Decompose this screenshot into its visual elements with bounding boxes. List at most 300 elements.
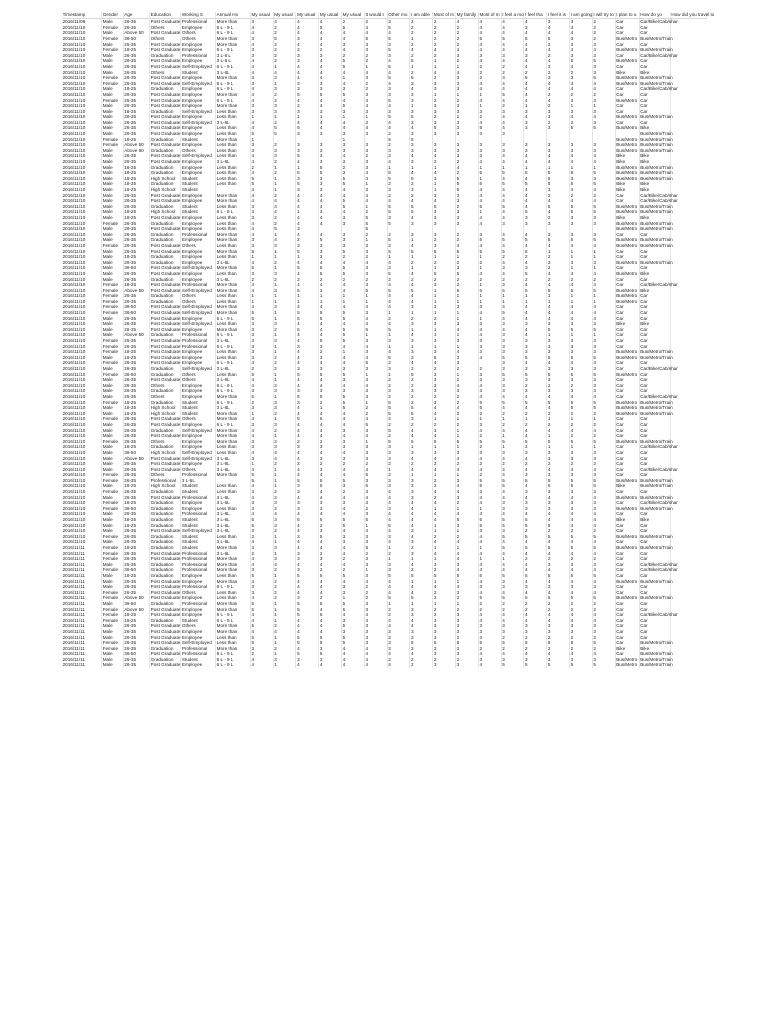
table-cell[interactable]: Female <box>102 81 124 87</box>
table-cell[interactable]: 1 <box>273 232 296 238</box>
table-cell[interactable]: 26-35 <box>123 198 149 204</box>
table-cell[interactable]: 5 <box>296 478 319 484</box>
table-cell[interactable]: Employee <box>181 327 216 333</box>
table-cell[interactable]: 3 <box>570 321 593 327</box>
table-cell[interactable]: 5 <box>250 181 273 187</box>
table-cell[interactable]: 4 <box>342 153 365 159</box>
table-cell[interactable]: 1 <box>250 461 273 467</box>
table-cell[interactable]: 5 <box>364 36 387 42</box>
table-cell[interactable]: Male <box>102 148 124 154</box>
table-cell[interactable]: 4 <box>296 198 319 204</box>
table-cell[interactable]: 2 <box>501 276 524 282</box>
table-cell[interactable]: 3 <box>364 366 387 372</box>
table-cell[interactable]: 3 <box>501 282 524 288</box>
table-cell[interactable]: 2016/11/10 <box>62 332 102 338</box>
table-cell[interactable]: 3 <box>456 120 479 126</box>
table-cell[interactable]: 3 <box>250 36 273 42</box>
table-cell[interactable]: Male <box>102 657 124 663</box>
table-cell[interactable]: Employee <box>181 315 216 321</box>
table-cell[interactable]: 5 <box>524 595 547 601</box>
table-cell[interactable]: 1 <box>501 293 524 299</box>
table-cell[interactable]: 5 <box>387 204 410 210</box>
table-cell[interactable]: Employee <box>181 360 216 366</box>
table-cell[interactable]: 18-25 <box>123 254 149 260</box>
table-cell[interactable]: 2 <box>592 411 615 417</box>
table-cell[interactable]: 1 <box>273 618 296 624</box>
table-cell[interactable]: 5 <box>319 634 342 640</box>
table-cell[interactable]: More than <box>216 327 251 333</box>
table-cell[interactable]: 3 <box>592 349 615 355</box>
table-cell[interactable]: Car <box>615 489 639 495</box>
table-cell[interactable]: Bus/Metro <box>616 147 638 153</box>
table-cell[interactable]: 2 <box>524 69 547 75</box>
table-cell[interactable]: Graduation <box>150 444 181 450</box>
table-cell[interactable]: 4 <box>250 86 273 92</box>
table-cell[interactable]: Bike <box>639 517 670 523</box>
table-cell[interactable]: Car/Bike/Cab/shar <box>640 198 678 204</box>
table-cell[interactable]: Car <box>639 25 670 31</box>
table-cell[interactable]: Graduation <box>150 562 181 568</box>
table-cell[interactable]: 5 <box>250 310 273 316</box>
table-cell[interactable]: 1 <box>570 332 593 338</box>
table-cell[interactable]: 3 <box>547 349 570 355</box>
table-cell[interactable]: 4 <box>592 282 615 288</box>
table-cell[interactable]: 2016/11/10 <box>62 500 102 506</box>
table-cell[interactable]: 2016/11/10 <box>62 455 102 461</box>
column-header[interactable]: Most of m <box>479 12 500 18</box>
table-cell[interactable]: Bus/Metro/Train <box>640 477 673 483</box>
table-cell[interactable]: 2 <box>364 405 387 411</box>
table-cell[interactable]: 2 <box>387 472 410 478</box>
table-cell[interactable]: 5 <box>410 411 433 417</box>
table-cell[interactable]: 3 <box>364 248 387 254</box>
table-cell[interactable]: Others <box>181 293 216 299</box>
table-cell[interactable]: Employee <box>181 215 216 221</box>
table-cell[interactable]: 3 <box>387 338 410 344</box>
table-cell[interactable]: 1 <box>364 399 387 405</box>
table-cell[interactable]: 1 <box>433 288 456 294</box>
table-cell[interactable]: 2 <box>547 69 570 75</box>
table-cell[interactable]: 3 <box>342 148 365 154</box>
table-cell[interactable]: 4 <box>524 159 547 165</box>
table-cell[interactable]: 4 <box>478 159 501 165</box>
table-cell[interactable]: 4 <box>250 30 273 36</box>
table-cell[interactable]: High School <box>150 187 181 193</box>
table-cell[interactable]: 3 <box>592 69 615 75</box>
table-cell[interactable]: 3 <box>501 332 524 338</box>
table-cell[interactable]: 4 <box>319 383 342 389</box>
table-cell[interactable]: 3 <box>387 567 410 573</box>
table-cell[interactable]: 4 <box>592 511 615 517</box>
table-cell[interactable]: Employee <box>181 276 216 282</box>
table-cell[interactable]: 3 <box>456 355 479 361</box>
table-cell[interactable]: 2 <box>410 25 433 31</box>
table-cell[interactable]: 3 <box>273 243 296 249</box>
table-cell[interactable]: 2016/11/10 <box>62 467 102 473</box>
table-cell[interactable]: 5 <box>547 595 570 601</box>
table-cell[interactable]: 1 <box>342 299 365 305</box>
table-cell[interactable]: 4 <box>592 517 615 523</box>
table-cell[interactable]: 3 <box>319 388 342 394</box>
table-cell[interactable]: 4 <box>296 578 319 584</box>
table-cell[interactable]: 3 <box>364 338 387 344</box>
table-cell[interactable]: Male <box>102 634 124 640</box>
table-cell[interactable]: 3 <box>547 472 570 478</box>
table-cell[interactable]: Female <box>102 399 124 405</box>
table-cell[interactable]: More than <box>216 237 251 243</box>
table-cell[interactable]: 4 <box>524 405 547 411</box>
table-cell[interactable]: 26-35 <box>123 327 149 333</box>
table-cell[interactable]: 4 <box>387 618 410 624</box>
table-cell[interactable]: 4 <box>547 578 570 584</box>
table-cell[interactable]: 2016/11/10 <box>62 153 102 159</box>
table-cell[interactable]: 5 <box>296 573 319 579</box>
table-cell[interactable]: 2 <box>387 377 410 383</box>
table-cell[interactable]: 1 <box>547 444 570 450</box>
table-cell[interactable]: 4 <box>547 198 570 204</box>
table-cell[interactable]: Post Graduate <box>150 315 181 321</box>
table-cell[interactable]: 3 <box>547 338 570 344</box>
table-cell[interactable]: 5 <box>296 248 319 254</box>
table-cell[interactable]: 1 <box>410 265 433 271</box>
table-cell[interactable]: 3 <box>501 360 524 366</box>
table-cell[interactable]: 3 <box>478 148 501 154</box>
table-cell[interactable]: Graduation <box>150 170 181 176</box>
table-cell[interactable]: 3 <box>296 176 319 182</box>
table-cell[interactable]: 4 <box>592 114 615 120</box>
table-cell[interactable]: 3 <box>592 64 615 70</box>
table-cell[interactable]: 4 <box>296 332 319 338</box>
table-cell[interactable]: 3 <box>524 220 547 226</box>
table-cell[interactable]: 1 <box>410 601 433 607</box>
table-cell[interactable]: 3 <box>273 86 296 92</box>
table-cell[interactable]: Post Graduate <box>150 30 181 36</box>
table-cell[interactable]: 3 <box>319 556 342 562</box>
table-cell[interactable]: 5 <box>547 176 570 182</box>
table-cell[interactable]: Car <box>615 338 639 344</box>
table-cell[interactable]: 3 <box>319 343 342 349</box>
table-cell[interactable]: 3 <box>387 506 410 512</box>
table-cell[interactable]: 5 <box>478 517 501 523</box>
table-cell[interactable]: 1 <box>364 332 387 338</box>
table-cell[interactable]: 4 <box>387 590 410 596</box>
table-cell[interactable]: Above 50 <box>123 606 149 612</box>
table-cell[interactable]: 4 <box>524 41 547 47</box>
table-cell[interactable]: 4 <box>478 651 501 657</box>
table-cell[interactable]: 3 <box>433 388 456 394</box>
table-cell[interactable]: 2016/11/11 <box>62 623 102 629</box>
table-cell[interactable]: Bus/Metro <box>616 35 638 41</box>
table-cell[interactable]: 2016/11/11 <box>62 612 102 618</box>
table-cell[interactable]: 3 L-6L <box>216 528 251 534</box>
table-cell[interactable]: 4 <box>250 187 273 193</box>
table-cell[interactable]: Car <box>615 634 639 640</box>
table-cell[interactable]: 2 <box>273 75 296 81</box>
table-cell[interactable]: 1 <box>296 209 319 215</box>
table-cell[interactable]: 3 <box>273 271 296 277</box>
table-cell[interactable]: Car <box>639 623 670 629</box>
table-cell[interactable]: Male <box>102 125 124 131</box>
table-cell[interactable]: 6 L - 9 L <box>216 388 251 394</box>
table-cell[interactable]: 2 <box>319 276 342 282</box>
table-cell[interactable]: 4 <box>524 114 547 120</box>
table-cell[interactable]: 3 <box>250 75 273 81</box>
table-cell[interactable]: Car <box>615 461 639 467</box>
table-cell[interactable]: 5 <box>410 114 433 120</box>
table-cell[interactable]: Bus/Metro/Train <box>640 505 673 511</box>
table-cell[interactable]: 1 <box>387 467 410 473</box>
table-cell[interactable]: 2 <box>410 276 433 282</box>
table-cell[interactable]: 3 <box>433 623 456 629</box>
table-cell[interactable]: 2 <box>524 634 547 640</box>
table-cell[interactable]: 4 <box>296 355 319 361</box>
table-cell[interactable]: Professional <box>181 601 216 607</box>
table-cell[interactable]: 1 <box>342 114 365 120</box>
table-cell[interactable]: 3 <box>456 148 479 154</box>
table-cell[interactable]: Self-Employed <box>181 640 216 646</box>
table-cell[interactable]: Less than <box>216 254 251 260</box>
table-cell[interactable]: 5 <box>501 92 524 98</box>
table-cell[interactable]: Bike <box>639 321 670 327</box>
table-cell[interactable]: Employee <box>181 355 216 361</box>
table-cell[interactable]: 1 <box>296 293 319 299</box>
table-cell[interactable]: 4 <box>250 282 273 288</box>
table-cell[interactable]: 4 <box>319 511 342 517</box>
table-cell[interactable]: 1 <box>250 136 273 142</box>
table-cell[interactable]: 5 <box>524 36 547 42</box>
table-cell[interactable]: Employee <box>181 25 216 31</box>
table-cell[interactable]: 2 <box>592 92 615 98</box>
table-cell[interactable]: 1 <box>456 601 479 607</box>
table-cell[interactable]: 1 <box>273 612 296 618</box>
table-cell[interactable]: 1 <box>478 299 501 305</box>
table-cell[interactable]: 4 <box>319 539 342 545</box>
table-cell[interactable]: 4 <box>319 204 342 210</box>
table-cell[interactable]: 4 <box>501 271 524 277</box>
table-cell[interactable]: Male <box>102 92 124 98</box>
table-cell[interactable]: 5 <box>250 131 273 137</box>
table-cell[interactable]: 4 <box>410 511 433 517</box>
table-cell[interactable]: 2 <box>273 260 296 266</box>
table-cell[interactable]: 5 <box>387 439 410 445</box>
table-cell[interactable]: 4 <box>296 338 319 344</box>
table-cell[interactable]: 5 <box>478 573 501 579</box>
table-cell[interactable]: 2016/11/11 <box>62 556 102 562</box>
table-cell[interactable]: 5 <box>296 288 319 294</box>
table-cell[interactable]: 1 <box>592 248 615 254</box>
table-cell[interactable]: More than <box>216 439 251 445</box>
table-cell[interactable]: 2016/11/10 <box>62 187 102 193</box>
table-cell[interactable]: 3 <box>570 623 593 629</box>
table-cell[interactable]: 26-35 <box>123 64 149 70</box>
table-cell[interactable]: 4 <box>319 198 342 204</box>
table-cell[interactable]: Male <box>102 215 124 221</box>
table-cell[interactable]: 3 <box>547 260 570 266</box>
table-cell[interactable]: Student <box>181 405 216 411</box>
table-cell[interactable]: Bike <box>615 69 639 75</box>
table-cell[interactable]: More than <box>216 629 251 635</box>
table-cell[interactable]: 2 <box>433 41 456 47</box>
table-cell[interactable]: 4 <box>342 422 365 428</box>
table-cell[interactable]: 2016/11/10 <box>62 215 102 221</box>
table-cell[interactable]: 4 <box>501 159 524 165</box>
table-cell[interactable]: 4 <box>250 232 273 238</box>
table-cell[interactable]: Female <box>102 640 124 646</box>
table-cell[interactable]: 4 <box>364 343 387 349</box>
column-header[interactable]: I am able <box>410 12 433 19</box>
table-cell[interactable]: 4 <box>319 360 342 366</box>
table-cell[interactable]: 4 <box>501 232 524 238</box>
table-cell[interactable]: 3 L-6L <box>216 461 251 467</box>
table-cell[interactable]: 3 <box>364 109 387 115</box>
table-cell[interactable]: 2016/11/11 <box>62 584 102 590</box>
table-cell[interactable]: 3 <box>433 131 456 137</box>
table-cell[interactable]: 5 <box>342 405 365 411</box>
table-cell[interactable]: 2 <box>524 556 547 562</box>
table-cell[interactable]: 1 <box>592 416 615 422</box>
table-cell[interactable]: 3 <box>433 377 456 383</box>
table-cell[interactable]: 2 <box>273 584 296 590</box>
table-cell[interactable]: 2016/11/10 <box>62 248 102 254</box>
table-cell[interactable]: 2 <box>273 528 296 534</box>
table-cell[interactable]: 4 <box>319 103 342 109</box>
table-cell[interactable]: 3 <box>364 142 387 148</box>
table-cell[interactable]: 4 <box>319 41 342 47</box>
table-cell[interactable]: Car <box>615 41 639 47</box>
table-cell[interactable]: Above 50 <box>123 595 149 601</box>
table-cell[interactable]: More than <box>216 288 251 294</box>
table-cell[interactable]: 5 <box>296 371 319 377</box>
table-cell[interactable]: 4 <box>296 321 319 327</box>
table-cell[interactable]: 4 <box>250 304 273 310</box>
table-cell[interactable]: 1 <box>501 433 524 439</box>
table-cell[interactable]: 5 <box>478 483 501 489</box>
table-cell[interactable]: Bus/Metro/Train <box>640 651 673 657</box>
table-cell[interactable]: 2016/11/10 <box>62 86 102 92</box>
table-cell[interactable]: Female <box>102 618 124 624</box>
table-cell[interactable]: 3 <box>296 388 319 394</box>
table-cell[interactable]: Male <box>102 170 124 176</box>
table-cell[interactable]: Bus/Metro/Train <box>640 405 673 411</box>
table-cell[interactable]: 4 <box>570 467 593 473</box>
table-cell[interactable]: 2016/11/11 <box>62 640 102 646</box>
table-cell[interactable]: Post Graduate <box>150 198 181 204</box>
table-cell[interactable]: 4 <box>273 209 296 215</box>
table-cell[interactable]: 3 <box>296 36 319 42</box>
table-cell[interactable]: 3 <box>410 187 433 193</box>
table-cell[interactable]: 5 <box>342 517 365 523</box>
table-cell[interactable]: 2 <box>273 192 296 198</box>
table-cell[interactable]: 4 <box>250 159 273 165</box>
table-cell[interactable]: 4 <box>410 467 433 473</box>
table-cell[interactable]: 5 <box>342 265 365 271</box>
table-cell[interactable]: 3 <box>570 176 593 182</box>
table-cell[interactable]: 3 L-6L <box>216 494 251 500</box>
table-cell[interactable]: More than <box>216 556 251 562</box>
table-cell[interactable]: Graduation <box>150 517 181 523</box>
table-cell[interactable]: 4 <box>501 618 524 624</box>
table-cell[interactable]: 2 <box>410 181 433 187</box>
table-cell[interactable]: Employee <box>181 92 216 98</box>
table-cell[interactable]: 1 <box>364 293 387 299</box>
table-cell[interactable]: More than <box>216 75 251 81</box>
table-cell[interactable]: 3 <box>592 629 615 635</box>
table-cell[interactable]: 3 <box>524 338 547 344</box>
table-cell[interactable]: 1 <box>273 332 296 338</box>
table-cell[interactable]: 5 <box>524 181 547 187</box>
table-cell[interactable]: 4 <box>250 220 273 226</box>
table-cell[interactable]: Above 50 <box>123 455 149 461</box>
column-header[interactable]: I feel it is <box>547 12 570 19</box>
table-cell[interactable]: 1 <box>273 310 296 316</box>
table-cell[interactable]: 5 <box>478 170 501 176</box>
table-cell[interactable]: 4 <box>570 517 593 523</box>
table-cell[interactable]: 5 <box>387 47 410 53</box>
table-cell[interactable]: 3 <box>456 360 479 366</box>
table-cell[interactable]: 3 <box>387 153 410 159</box>
table-cell[interactable]: Female <box>102 360 124 366</box>
table-cell[interactable]: 2 <box>319 522 342 528</box>
table-cell[interactable]: Male <box>102 651 124 657</box>
table-cell[interactable]: Post Graduate <box>150 595 181 601</box>
table-cell[interactable]: Post Graduate <box>150 360 181 366</box>
table-cell[interactable]: Others <box>150 36 181 42</box>
table-cell[interactable]: 5 <box>570 595 593 601</box>
table-cell[interactable]: 4 <box>250 629 273 635</box>
table-cell[interactable]: 3 <box>501 109 524 115</box>
table-cell[interactable]: 2 <box>410 422 433 428</box>
table-cell[interactable]: 1 <box>478 315 501 321</box>
table-cell[interactable]: 3 <box>319 153 342 159</box>
table-cell[interactable]: 4 <box>364 125 387 131</box>
table-cell[interactable]: 2 <box>570 646 593 652</box>
table-cell[interactable]: 2 <box>250 276 273 282</box>
table-cell[interactable]: 4 <box>592 47 615 53</box>
table-cell[interactable]: Car <box>639 299 670 305</box>
table-cell[interactable]: 5 <box>296 315 319 321</box>
table-cell[interactable]: 4 <box>547 209 570 215</box>
table-cell[interactable]: 26-35 <box>123 131 149 137</box>
table-cell[interactable]: 3 <box>387 148 410 154</box>
table-cell[interactable]: Graduation <box>150 148 181 154</box>
table-cell[interactable]: Bike <box>615 483 639 489</box>
table-cell[interactable]: 4 <box>342 450 365 456</box>
table-cell[interactable]: Car <box>639 30 670 36</box>
table-cell[interactable]: 6 L - 9 L <box>216 25 251 31</box>
table-cell[interactable]: 3 <box>592 232 615 238</box>
table-cell[interactable]: 4 <box>570 522 593 528</box>
table-cell[interactable]: High School <box>150 450 181 456</box>
table-cell[interactable]: 2 <box>410 53 433 59</box>
table-cell[interactable]: 3 <box>364 159 387 165</box>
table-cell[interactable]: 2016/11/11 <box>62 651 102 657</box>
table-cell[interactable]: Car <box>639 103 670 109</box>
table-cell[interactable]: Car <box>615 265 639 271</box>
table-cell[interactable]: 5 <box>592 595 615 601</box>
table-cell[interactable]: 1 <box>364 567 387 573</box>
table-cell[interactable]: 3 <box>524 584 547 590</box>
table-cell[interactable]: 2016/11/10 <box>62 310 102 316</box>
table-cell[interactable]: 3 <box>364 601 387 607</box>
table-cell[interactable]: 4 <box>478 192 501 198</box>
table-cell[interactable]: 3 <box>524 343 547 349</box>
table-cell[interactable]: Graduation <box>150 109 181 115</box>
table-cell[interactable]: Bus/Metro/Train <box>640 203 673 209</box>
table-cell[interactable]: 5 <box>547 640 570 646</box>
table-cell[interactable]: Less than <box>216 349 251 355</box>
table-cell[interactable]: Student <box>181 136 216 142</box>
table-cell[interactable]: Professional <box>181 332 216 338</box>
